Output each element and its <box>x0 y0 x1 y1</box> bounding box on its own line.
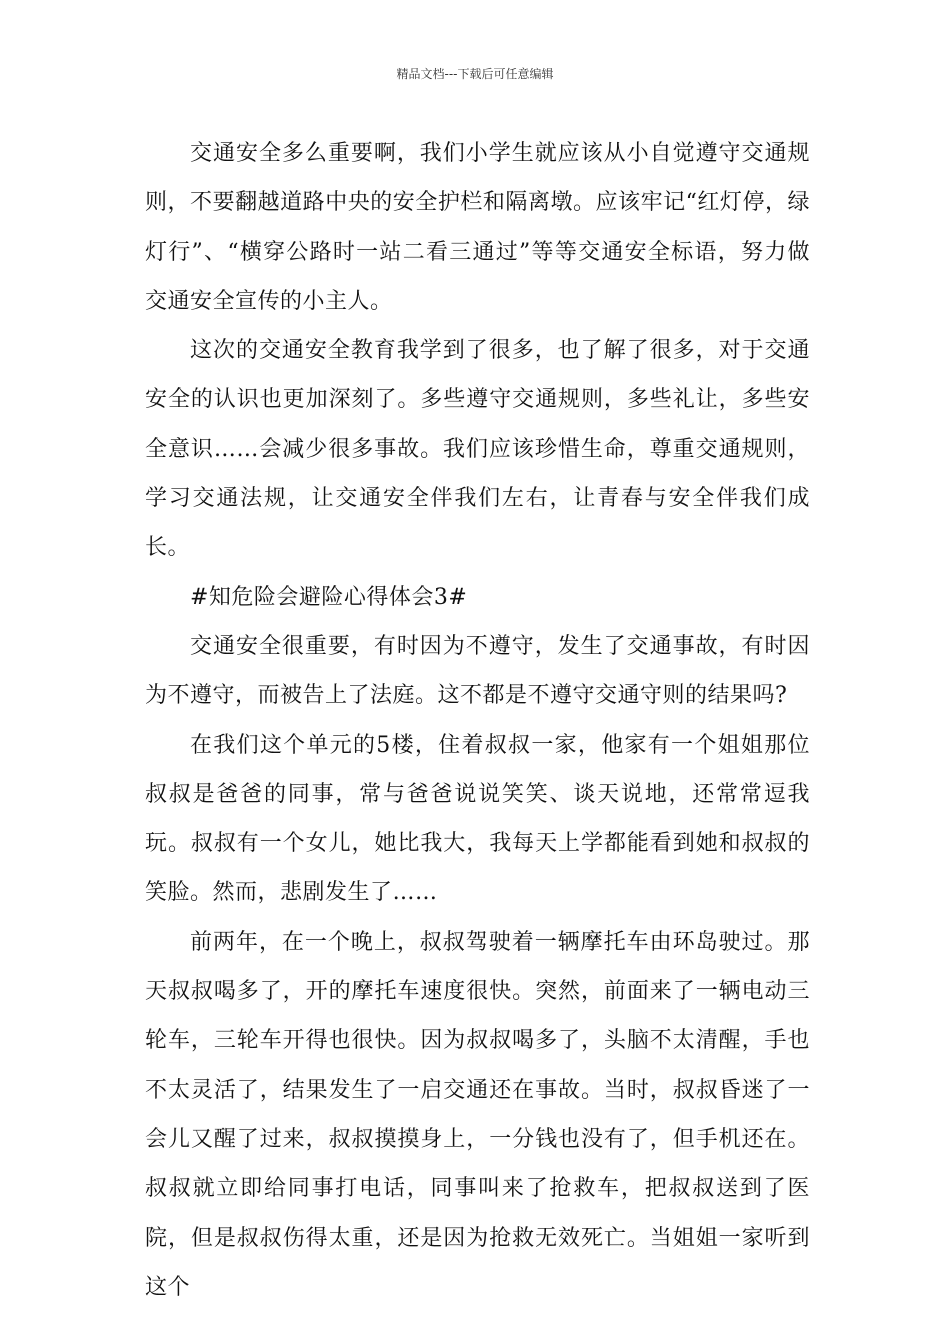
page-header: 精品文档---下载后可任意编辑 <box>396 67 554 81</box>
section-heading: #知危险会避险心得体会3# <box>190 584 468 610</box>
paragraph: 在我们这个单元的5楼，住着叔叔一家，他家有一个姐姐那位叔叔是爸爸的同事，常与爸爸说说笑笑、谈天说地，还常常逗我玩。叔叔有一个女儿，她比我大，我每天上学都能看到她和叔叔的笑脸。然而，悲剧发生了…… <box>145 732 810 906</box>
paragraph: 交通安全很重要，有时因为不遵守，发生了交通事故，有时因为不遵守，而被告上了法庭。这不都是不遵守交通守则的结果吗? <box>145 633 810 709</box>
paragraph: 前两年，在一个晚上，叔叔驾驶着一辆摩托车由环岛驶过。那天叔叔喝多了，开的摩托车速度很快。突然，前面来了一辆电动三轮车，三轮车开得也很快。因为叔叔喝多了，头脑不太清醒，手也不太灵活了，结果发生了一启交通还在事故。当时，叔叔昏迷了一会儿又醒了过来，叔叔摸摸身上，一分钱也没有了，但手机还在。叔叔就立即给同事打电话，同事叫来了抢救车，把叔叔送到了医院，但是叔叔伤得太重，还是因为抢救无效死亡。当姐姐一家听到这个 <box>145 929 810 1300</box>
paragraph: 交通安全多么重要啊，我们小学生就应该从小自觉遵守交通规则，不要翻越道路中央的安全护栏和隔离墩。应该牢记“红灯停，绿灯行”、“横穿公路时一站二看三通过”等等交通安全标语，努力做交通安全宣传的小主人。 <box>145 141 810 314</box>
document-body <box>145 129 810 1312</box>
paragraph: 这次的交通安全教育我学到了很多，也了解了很多，对于交通安全的认识也更加深刻了。多些遵守交通规则，多些礼让，多些安全意识……会减少很多事故。我们应该珍惜生命，尊重交通规则，学习交通法规，让交通安全伴我们左右，让青春与安全伴我们成长。 <box>145 338 810 561</box>
